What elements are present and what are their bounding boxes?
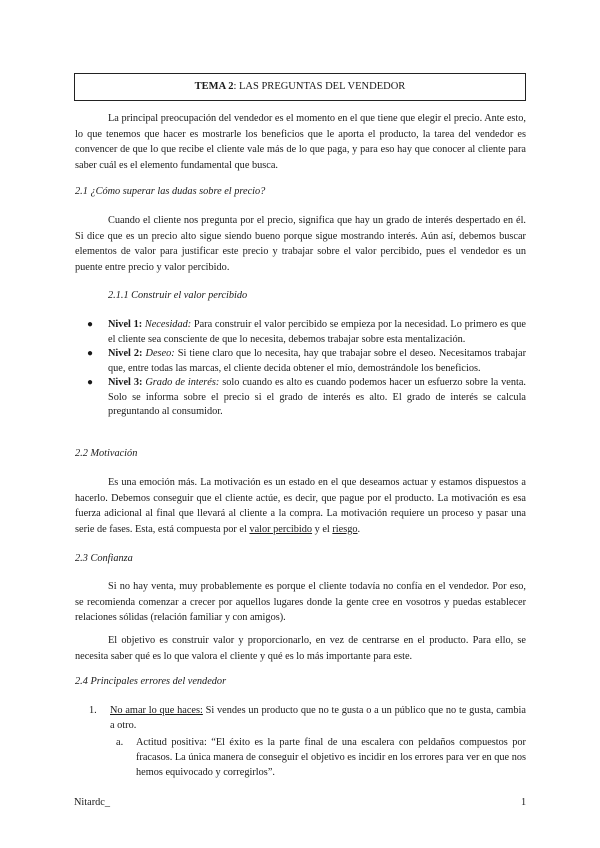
- level-label: Nivel 2:: [108, 348, 143, 359]
- level-text: Para construir el valor percibido se empieza por la necesidad. Lo primero es que el cliente sea consciente de que lo necesita, debemos trabajar sobre esta mentalización.: [108, 319, 527, 345]
- level-text: Si tiene claro que lo necesita, hay que trabajar sobre el deseo. Necesitamos trabajar que, entre todas las marcas, el cliente decida obtener el mío, demostrándole los beneficios.: [108, 348, 526, 374]
- errors-list: [75, 703, 526, 780]
- error-label: No amar lo que haces:: [110, 705, 203, 716]
- topic-title: : LAS PREGUNTAS DEL VENDEDOR: [233, 81, 406, 92]
- sub-list: [110, 735, 526, 780]
- error-text: Si vendes un producto que no te gusta o a un público que no te gusta, cambia a otro.: [110, 705, 526, 731]
- section-2-1-heading: 2.1 ¿Cómo superar las dudas sobre el precio?: [75, 186, 266, 197]
- section-2-2-paragraph: [75, 475, 526, 537]
- topic-title-box: [74, 73, 526, 101]
- bullet-icon: ●: [87, 319, 94, 330]
- motivation-text-a: Es una emoción más. La motivación es un estado en el que deseamos actuar y estamos dispuestos a hacerlo. Debemos conseguir que el cliente actúe, es decir, que pague por el producto. La motivación es esa fuerza adicional al final que llevará al cliente a la compra. La motivación requiere un proceso y pasar una serie de fases. Esta, está compuesta por el: [75, 477, 526, 535]
- level-term: Deseo:: [145, 348, 175, 359]
- level-term: Grado de interés:: [145, 377, 220, 388]
- intro-paragraph: La principal preocupación del vendedor es el momento en el que tiene que elegir el precio. Ante esto, lo que tenemos que hacer es mostrarle los beneficios que le aporta el producto, la tarea del vendedor es convencer de que lo que recibe el cliente vale más de lo que paga, y para eso hay que conocer al cliente para saber cuál es el elemento fundamental que busca.: [75, 113, 526, 171]
- section-2-1-paragraph: Cuando el cliente nos pregunta por el precio, significa que hay un grado de interés despertado en él. Si dice que es un precio alto sigue siendo bueno porque sigue mostrando interés. Aún así, debemos buscar elementos de valor para justificar este precio y trabajar sobre el valor percibido, pues el vendedor es un puente entre precio y valor percibido.: [75, 215, 526, 273]
- valor-percibido-link: valor percibido: [249, 523, 313, 535]
- level-term: Necesidad:: [144, 319, 192, 330]
- riesgo-link: riesgo: [332, 523, 358, 535]
- list-item: [80, 376, 526, 420]
- sub-item-text: Actitud positiva: “El éxito es la parte final de una escalera con peldaños compuestos por fracasos. La única manera de conseguir el objetivo es incidir en los errores para ver en que nos hemos equivocado y corregirlos”.: [136, 737, 526, 778]
- section-2-3-heading: 2.3 Confianza: [75, 553, 133, 564]
- topic-number: TEMA 2: [194, 81, 234, 92]
- list-item: [80, 318, 526, 347]
- sub-item-letter: a.: [116, 737, 124, 748]
- level-label: Nivel 3:: [108, 377, 143, 388]
- page-number: 1: [521, 797, 527, 808]
- bullet-icon: ●: [87, 348, 94, 359]
- item-number: 1.: [89, 705, 97, 716]
- level-label: Nivel 1:: [108, 319, 143, 330]
- list-item: [80, 347, 526, 376]
- section-2-3-paragraph-2: El objetivo es construir valor y proporcionarlo, en vez de centrarse en el producto. Para ello, se necesita saber qué es lo que valora el cliente y qué es lo más importante para este.: [75, 635, 526, 662]
- value-levels-list: [80, 318, 526, 420]
- footer-author: Nitardc_: [74, 797, 111, 808]
- section-2-1-1-heading: 2.1.1 Construir el valor percibido: [108, 290, 248, 301]
- sub-list-item: [110, 735, 526, 780]
- motivation-text-c: .: [357, 523, 361, 535]
- section-2-4-heading: 2.4 Principales errores del vendedor: [75, 676, 227, 687]
- section-2-2-heading: 2.2 Motivación: [75, 448, 138, 459]
- list-item: [75, 703, 526, 780]
- section-2-3-paragraph-1: Si no hay venta, muy probablemente es porque el cliente todavía no confía en el vendedor. Por eso, se recomienda comenzar a crecer por aquellos lugares donde la gente cree en vosotros y puedas establecer relaciones sólidas (relación familiar y con amigos).: [75, 581, 526, 623]
- level-text: solo cuando es alto es cuando podemos hacer un esfuerzo sobre la venta. Solo se informa sobre el precio si el grado de interés es alto. El grado de interés se calcula preguntando al consumidor.: [108, 377, 527, 417]
- motivation-text-b: y el: [312, 523, 333, 535]
- bullet-icon: ●: [87, 377, 94, 388]
